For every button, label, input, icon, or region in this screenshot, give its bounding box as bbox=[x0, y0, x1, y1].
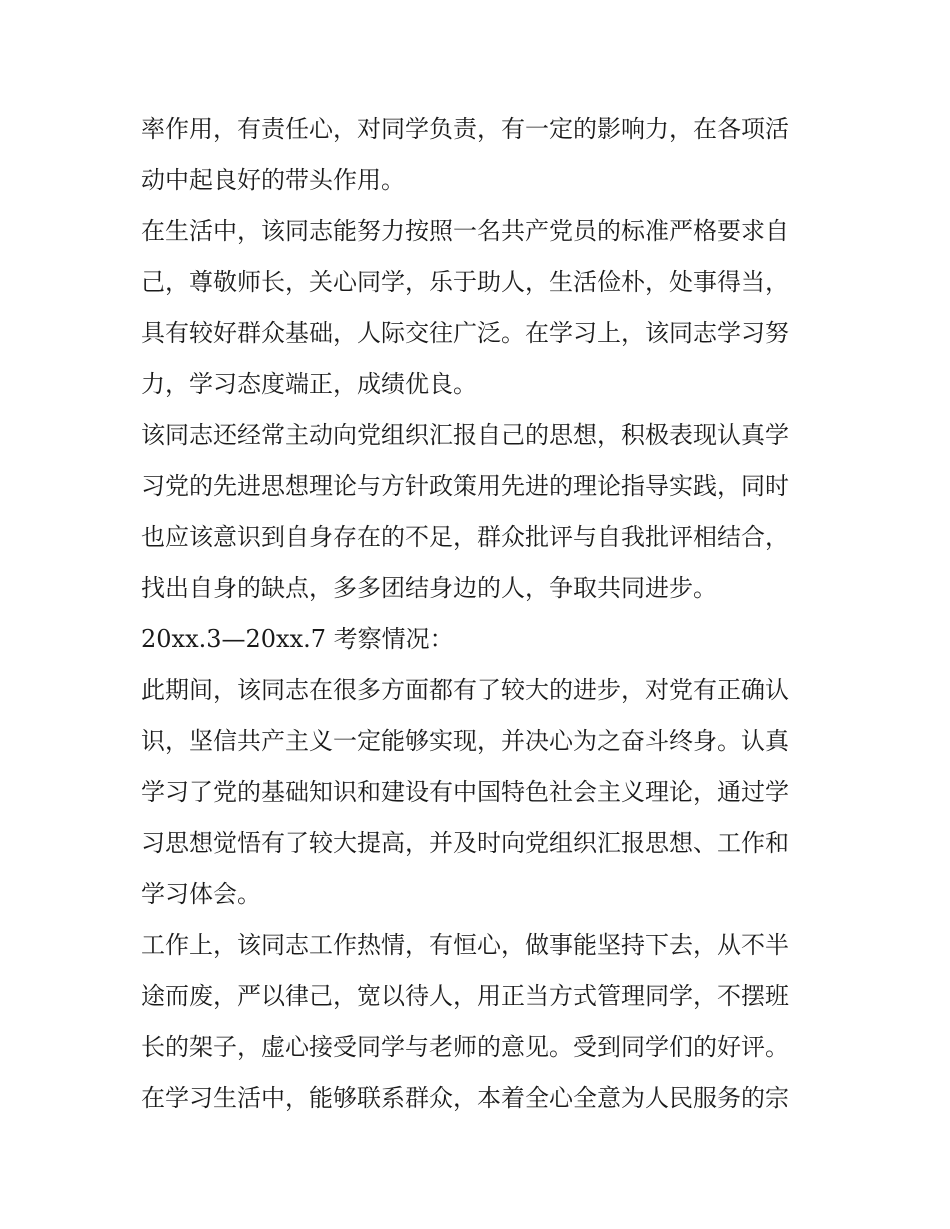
text-line: 工作上，该同志工作热情，有恒心，做事能坚持下去，从不半 bbox=[141, 931, 789, 959]
text-line: 习党的先进思想理论与方针政策用先进的理论指导实践，同时 bbox=[141, 472, 789, 500]
text-line: 识，坚信共产主义一定能够实现，并决心为之奋斗终身。认真 bbox=[141, 727, 789, 755]
text-line: 在学习生活中，能够联系群众，本着全心全意为人民服务的宗 bbox=[141, 1084, 789, 1112]
text-line: 学习了党的基础知识和建设有中国特色社会主义理论，通过学 bbox=[141, 778, 789, 806]
text-line: 动中起良好的带头作用。 bbox=[141, 166, 405, 194]
text-line: 找出自身的缺点，多多团结身边的人，争取共同进步。 bbox=[141, 574, 717, 602]
text-line: 具有较好群众基础，人际交往广泛。在学习上，该同志学习努 bbox=[141, 319, 789, 347]
text-line: 也应该意识到自身存在的不足，群众批评与自我批评相结合， bbox=[141, 523, 789, 551]
text-line: 长的架子，虚心接受同学与老师的意见。受到同学们的好评。 bbox=[141, 1033, 789, 1061]
text-line: 率作用，有责任心，对同学负责，有一定的影响力，在各项活 bbox=[141, 115, 789, 143]
text-line: 力，学习态度端正，成绩优良。 bbox=[141, 370, 477, 398]
document-body bbox=[141, 104, 821, 1124]
text-line: 该同志还经常主动向党组织汇报自己的思想，积极表现认真学 bbox=[141, 421, 789, 449]
text-line: 学习体会。 bbox=[141, 880, 261, 908]
section-heading: 20xx.3—20xx.7 考察情况： bbox=[141, 625, 454, 653]
text-line: 此期间，该同志在很多方面都有了较大的进步，对党有正确认 bbox=[141, 676, 789, 704]
text-line: 途而废，严以律己，宽以待人，用正当方式管理同学，不摆班 bbox=[141, 982, 789, 1010]
text-line: 习思想觉悟有了较大提高，并及时向党组织汇报思想、工作和 bbox=[141, 829, 789, 857]
text-line: 在生活中，该同志能努力按照一名共产党员的标准严格要求自 bbox=[141, 217, 789, 245]
text-line: 己，尊敬师长，关心同学，乐于助人，生活俭朴，处事得当， bbox=[141, 268, 789, 296]
